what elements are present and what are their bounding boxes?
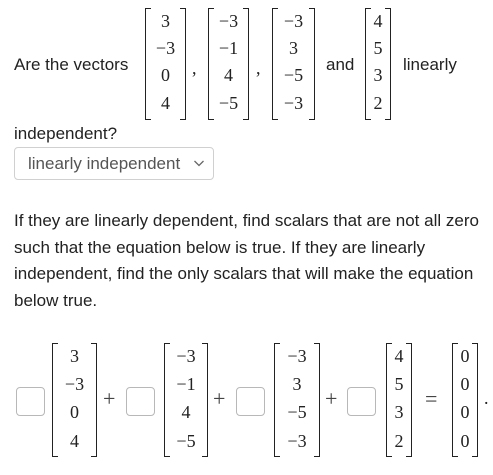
vector-entry: 4 — [373, 11, 383, 31]
instruction-line: below true. — [14, 290, 98, 310]
instructions — [14, 208, 479, 314]
vector-entry: 4 — [181, 402, 191, 422]
vector-2 — [208, 8, 249, 120]
vector-entry: 4 — [70, 431, 79, 451]
vector-entry: 3 — [161, 11, 170, 31]
vector-entry: 0 — [460, 374, 470, 394]
vector-entry: 4 — [161, 93, 170, 113]
plus-sign: + — [103, 386, 116, 411]
comma: , — [256, 58, 261, 78]
vector-entry: −5 — [176, 431, 196, 451]
vector-entry: −5 — [283, 65, 304, 85]
chevron-down-icon — [193, 158, 205, 168]
equation-vector-3 — [274, 343, 320, 457]
period: . — [484, 388, 489, 408]
scalar-input-1[interactable] — [16, 387, 45, 416]
scalar-input-3[interactable] — [236, 387, 265, 416]
vector-entry: 0 — [460, 346, 470, 366]
vector-entry: 0 — [161, 65, 170, 85]
comma: , — [192, 58, 197, 78]
vector-entry: 4 — [224, 65, 233, 85]
equation-vector-4 — [386, 343, 412, 457]
equation-vector-2 — [164, 343, 208, 457]
vector-entry: 5 — [394, 374, 404, 394]
vector-entry: −5 — [287, 402, 307, 422]
vector-entry: −3 — [155, 38, 176, 58]
vector-entry: 5 — [373, 38, 383, 58]
vector-entry: −3 — [64, 374, 85, 394]
question-prefix: Are the vectors — [14, 55, 129, 74]
vector-entry: 2 — [373, 93, 383, 113]
select-value: linearly independent — [28, 154, 181, 173]
plus-sign: + — [325, 386, 338, 411]
zero-vector — [452, 343, 478, 457]
vector-entry: −3 — [218, 11, 239, 31]
independence-select[interactable] — [14, 147, 214, 180]
vector-1 — [145, 8, 186, 120]
instruction-line: such that the equation below is true. If they are linearly — [14, 237, 426, 257]
vector-entry: 3 — [70, 346, 79, 366]
vector-entry: −1 — [176, 374, 196, 394]
vector-entry: −1 — [218, 38, 239, 58]
instruction-line: If they are linearly dependent, find scalars that are not all zero — [14, 211, 479, 230]
vector-entry: 3 — [394, 402, 404, 422]
equals-sign: = — [425, 386, 438, 411]
vector-3 — [272, 8, 315, 120]
vector-entry: −3 — [283, 11, 304, 31]
vector-entry: 4 — [394, 346, 404, 366]
vector-entry: −3 — [287, 346, 307, 366]
instruction-line: independent, find the only scalars that will make the equation — [14, 264, 474, 283]
vector-entry: 0 — [460, 431, 470, 451]
vector-4 — [365, 8, 391, 120]
vector-entry: 2 — [394, 431, 404, 451]
equation-vector-1 — [52, 343, 97, 457]
vector-entry: −5 — [218, 93, 239, 113]
vector-entry: −3 — [283, 93, 304, 113]
scalar-input-4[interactable] — [347, 387, 376, 416]
question-suffix: linearly — [403, 55, 457, 74]
plus-sign: + — [213, 386, 226, 411]
vector-entry: −3 — [176, 346, 196, 366]
vector-entry: 3 — [289, 38, 298, 58]
vector-entry: 0 — [460, 402, 470, 422]
vector-entry: 0 — [70, 402, 79, 422]
vector-entry: 3 — [292, 374, 302, 394]
question-line2: independent? — [14, 124, 118, 143]
and-text: and — [326, 55, 355, 74]
scalar-input-2[interactable] — [126, 387, 155, 416]
vector-entry: −3 — [287, 431, 307, 451]
vector-entry: 3 — [373, 65, 383, 85]
